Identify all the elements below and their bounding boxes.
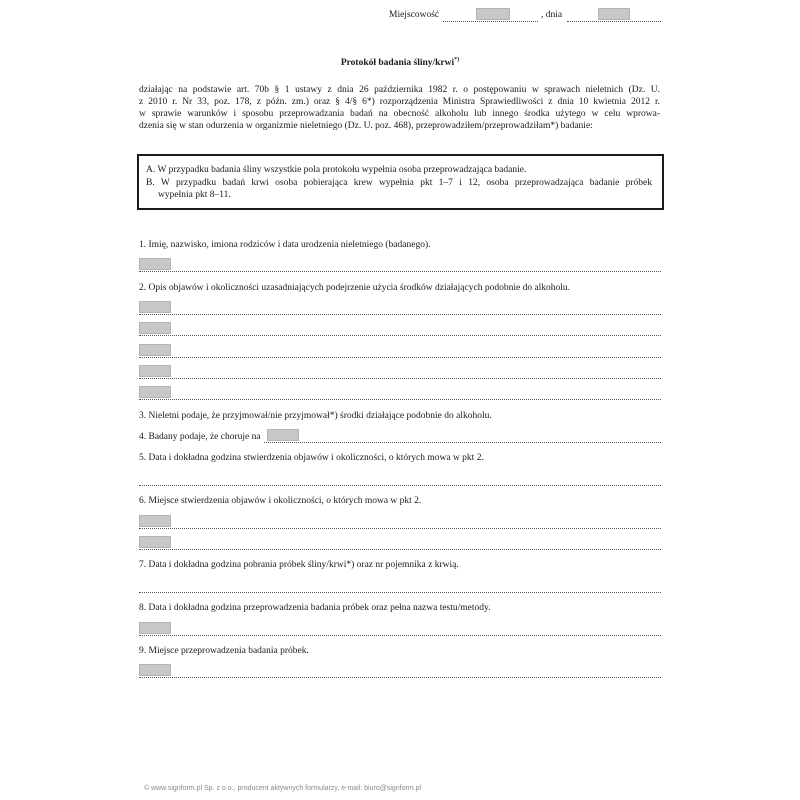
intro-line-1: działając na podstawie art. 70b § 1 ustawy z dnia 26 października 1982 r. o postępowaniu w sprawach nieletnich (Dz. U. bbox=[139, 85, 660, 95]
section-2-input-2[interactable] bbox=[139, 322, 171, 334]
section-1-line bbox=[139, 271, 661, 272]
intro-paragraph bbox=[139, 84, 660, 134]
section-6-line-1 bbox=[139, 528, 661, 529]
section-2-input-1[interactable] bbox=[139, 301, 171, 313]
intro-line-2: z 2010 r. Nr 33, poz. 178, z późn. zm.) oraz § 4/§ 6*) rozporządzenia Ministra Sprawiedliwości z dnia 10 kwietnia 2012 r. bbox=[139, 97, 660, 107]
section-2-line-1 bbox=[139, 314, 661, 315]
section-8-input[interactable] bbox=[139, 622, 171, 634]
section-8-label: 8. Data i dokładna godzina przeprowadzenia badania próbek oraz pełna nazwa testu/metody. bbox=[139, 603, 491, 613]
section-5-line bbox=[139, 485, 661, 486]
place-input[interactable] bbox=[476, 8, 510, 20]
section-2-line-4 bbox=[139, 378, 661, 379]
section-6-input-2[interactable] bbox=[139, 536, 171, 548]
section-2-input-3[interactable] bbox=[139, 344, 171, 356]
footer-copyright: © www.signform.pl Sp. z o.o., producent aktywnych formularzy, e-mail: biuro@signform.pl bbox=[144, 785, 422, 792]
section-2-input-5[interactable] bbox=[139, 386, 171, 398]
intro-line-3: w sprawie warunków i sposobu przeprowadzania badań na obecność alkoholu lub innego środka użytego w celu wprowa- bbox=[139, 109, 660, 119]
section-9-line bbox=[139, 677, 661, 678]
section-8-line bbox=[139, 635, 661, 636]
section-1-label: 1. Imię, nazwisko, imiona rodziców i data urodzenia nieletniego (badanego). bbox=[139, 240, 431, 250]
section-3-label: 3. Nieletni podaje, że przyjmował/nie przyjmował*) środki działające podobnie do alkoholu. bbox=[139, 411, 492, 421]
title-marker: *) bbox=[454, 56, 460, 63]
title-text: Protokół badania śliny/krwi bbox=[340, 58, 455, 68]
section-4-line bbox=[264, 442, 661, 443]
section-4-input[interactable] bbox=[267, 429, 299, 441]
instruction-b: B. W przypadku badań krwi osoba pobierająca krew wypełnia pkt 1–7 i 12, osoba przeprowadzająca badanie próbek bbox=[146, 178, 652, 188]
section-9-label: 9. Miejsce przeprowadzenia badania próbek. bbox=[139, 646, 309, 656]
page-title bbox=[0, 58, 800, 68]
section-6-input-1[interactable] bbox=[139, 515, 171, 527]
date-label: , dnia bbox=[541, 10, 563, 20]
section-9-input[interactable] bbox=[139, 664, 171, 676]
section-2-line-5 bbox=[139, 399, 661, 400]
section-7-label: 7. Data i dokładna godzina pobrania próbek śliny/krwi*) oraz nr pojemnika z krwią. bbox=[139, 560, 459, 570]
instruction-a: A. W przypadku badania śliny wszystkie pola protokołu wypełnia osoba przeprowadzająca badanie. bbox=[146, 165, 527, 175]
section-6-line-2 bbox=[139, 549, 661, 550]
instruction-b-cont: wypełnia pkt 8–11. bbox=[158, 190, 231, 200]
section-2-label: 2. Opis objawów i okoliczności uzasadniających podejrzenie użycia środków działających podobnie do alkoholu. bbox=[139, 283, 571, 293]
date-input[interactable] bbox=[598, 8, 630, 20]
section-2-line-3 bbox=[139, 357, 661, 358]
section-7-line bbox=[139, 592, 661, 593]
section-2-line-2 bbox=[139, 335, 661, 336]
section-1-input[interactable] bbox=[139, 258, 171, 270]
section-6-label: 6. Miejsce stwierdzenia objawów i okoliczności, o których mowa w pkt 2. bbox=[139, 496, 422, 506]
section-4-label: 4. Badany podaje, że choruje na bbox=[139, 432, 261, 442]
section-5-label: 5. Data i dokładna godzina stwierdzenia objawów i okoliczności, o których mowa w pkt 2. bbox=[139, 453, 484, 463]
place-label: Miejscowość bbox=[389, 10, 440, 20]
intro-line-4: dzenia się w stan odurzenia w organizmie nieletniego (Dz. U. poz. 468), przeprowadziłem/przeprowadziłam*) badanie: bbox=[139, 121, 593, 131]
section-2-input-4[interactable] bbox=[139, 365, 171, 377]
